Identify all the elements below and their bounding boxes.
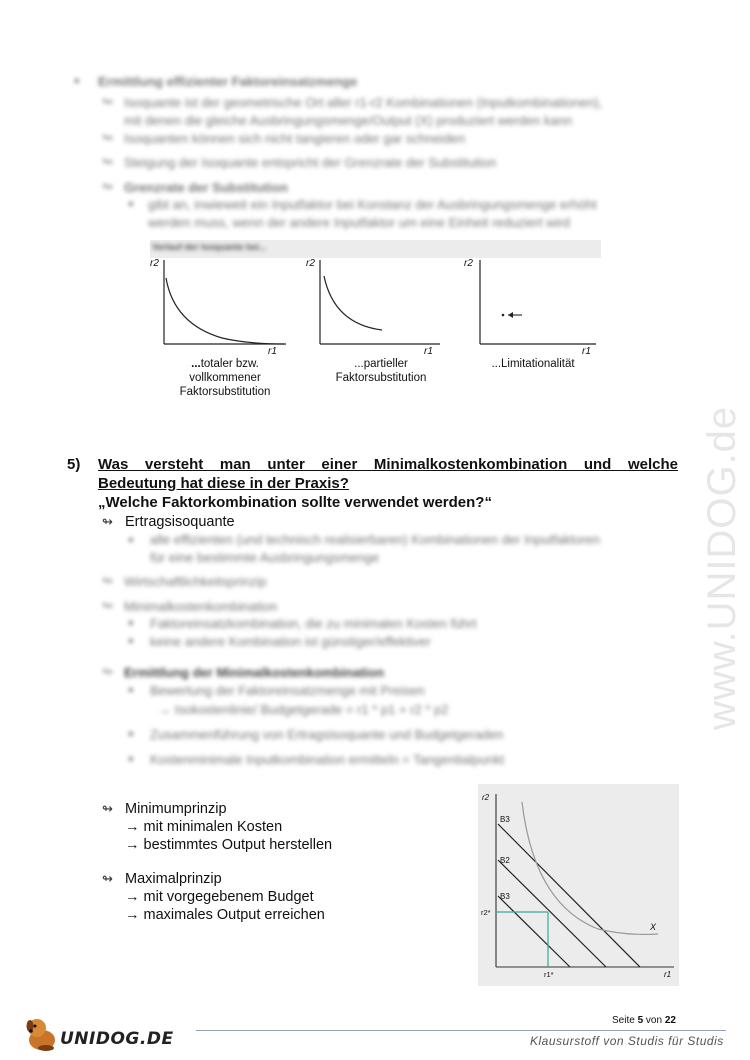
page-number: Seite 5 von 22 xyxy=(612,1015,676,1026)
b-label: B2 xyxy=(500,856,510,865)
maximalprinzip-point: → mit vorgegebenem Budget xyxy=(125,889,314,905)
hand-arrow-icon: ↬ xyxy=(102,179,113,194)
r2-star-label: r2* xyxy=(481,908,491,917)
top-item: mit denen die gleiche Ausbringungsmenge/Output (X) produziert werden kann xyxy=(124,113,573,128)
blurred-line: Bewertung der Faktoreinsatzmenge mit Preisen xyxy=(150,683,425,698)
blurred-line: Wirtschaftlichkeitsprinzip xyxy=(124,574,267,589)
minimumprinzip-title: Minimumprinzip xyxy=(125,801,227,817)
r1-star-label: r1* xyxy=(544,970,554,979)
isoquant-figure xyxy=(150,240,601,400)
sub-bullet: • xyxy=(128,633,134,650)
hand-arrow-icon: ↬ xyxy=(102,514,113,529)
sub-bullet: • xyxy=(128,615,134,632)
panel-caption: ...Limitationalität xyxy=(491,358,575,370)
top-item: Isoquanten können sich nicht tangieren oder gar schneiden xyxy=(124,131,466,146)
minimumprinzip-point: → bestimmtes Output herstellen xyxy=(125,837,333,853)
hand-arrow-icon: ↬ xyxy=(102,130,113,145)
question-number: 5) xyxy=(67,456,81,473)
blurred-line: Minimalkostenkombination xyxy=(124,599,278,614)
dog-icon xyxy=(22,1014,62,1054)
top-item: werden muss, wenn der andere Inputfaktor um eine Einheit reduziert wird xyxy=(148,215,570,230)
footer-tagline: Klausurstoff von Studis für Studis xyxy=(530,1034,724,1048)
blurred-line: Zusammenführung von Ertragsisoquante und Budgetgeraden xyxy=(150,727,504,742)
hand-arrow-icon: ↬ xyxy=(102,598,113,613)
curve-label: X xyxy=(650,922,657,932)
x-axis-label: r1 xyxy=(582,346,591,357)
hand-arrow-icon: ↬ xyxy=(102,871,113,886)
question-line-1: Was versteht man unter einer Minimalkostenkombination und welche xyxy=(98,456,678,473)
budget-line-2 xyxy=(498,860,606,967)
top-item: gibt an, inwieweit ein Inputfaktor bei Konstanz der Ausbringungsmenge erhöht xyxy=(148,197,597,212)
question-subtitle: „Welche Faktorkombination sollte verwendet werden?“ xyxy=(98,494,492,511)
blurred-line: alle effizienten (und technisch realisierbaren) Kombinationen der Inputfaktoren xyxy=(150,532,600,547)
blurred-line: Faktoreinsatzkombination, die zu minimalen Kosten führt xyxy=(150,616,477,631)
blurred-line: Kostenminimale Inputkombination ermitteln = Tangentialpunkt xyxy=(150,752,505,767)
y-axis-label: r2 xyxy=(306,258,315,269)
unidog-logo xyxy=(22,1014,172,1054)
maximalprinzip-point: → maximales Output erreichen xyxy=(125,907,325,923)
sub-bullet: • xyxy=(128,751,134,768)
top-sub-bullet: • xyxy=(128,196,134,213)
hand-arrow-icon: ↬ xyxy=(102,94,113,109)
hand-arrow-icon: ↬ xyxy=(102,573,113,588)
budget-line-3 xyxy=(498,896,570,967)
cost-minimization-figure xyxy=(478,784,679,986)
maximalprinzip-title: Maximalprinzip xyxy=(125,871,222,887)
panel-total-substitution xyxy=(164,260,286,344)
b-label: B3 xyxy=(500,815,510,824)
blurred-line: für eine bestimmte Ausbringungsmenge xyxy=(150,550,380,565)
panel-limitationality xyxy=(480,260,596,344)
top-item: Steigung der Isoquante entspricht der Grenzrate der Substitution xyxy=(124,155,497,170)
cost-x-label: r1 xyxy=(664,970,672,979)
sub-bullet: • xyxy=(128,726,134,743)
blurred-line: keine andere Kombination ist günstiger/effektiver xyxy=(150,634,431,649)
watermark: www.UNIDOG.de xyxy=(700,405,744,730)
minimumprinzip-point: → mit minimalen Kosten xyxy=(125,819,283,835)
b-label: B3 xyxy=(500,892,510,901)
footer-rule xyxy=(196,1030,726,1031)
blurred-line: → Isokostenlinie/ Budgetgerade = r1 * p1 + r2 * p2 xyxy=(158,702,449,717)
ertragsisoquante-label: Ertragsisoquante xyxy=(125,514,235,530)
top-bullet: • xyxy=(74,73,80,90)
panel-caption: ...totaler bzw. vollkommener Faktorsubstitution xyxy=(179,358,271,398)
y-axis-label: r2 xyxy=(150,258,159,269)
cost-y-label: r2 xyxy=(482,793,490,802)
hand-arrow-icon: ↬ xyxy=(102,154,113,169)
figure-title: Verlauf der Isoquante bei... xyxy=(152,242,267,252)
sub-bullet: • xyxy=(128,532,134,549)
question-line-2: Bedeutung hat diese in der Praxis? xyxy=(98,475,349,492)
hand-arrow-icon: ↬ xyxy=(102,801,113,816)
y-axis-label: r2 xyxy=(464,258,473,269)
sub-bullet: • xyxy=(128,682,134,699)
logo-text: UNIDOG.DE xyxy=(60,1029,174,1049)
budget-line-1 xyxy=(498,824,640,967)
x-axis-label: r1 xyxy=(424,346,433,357)
top-section-heading: Ermittlung effizienter Faktoreinsatzmenge xyxy=(98,74,358,89)
top-item: Isoquante ist der geometrische Ort aller r1-r2 Kombinationen (Inputkombinationen), xyxy=(124,95,603,110)
panel-caption: ...partieller Faktorsubstitution xyxy=(335,358,427,384)
blurred-line: Ermittlung der Minimalkostenkombination xyxy=(124,665,385,680)
hand-arrow-icon: ↬ xyxy=(102,664,113,679)
top-item: Grenzrate der Substitution xyxy=(124,180,288,195)
panel-partial-substitution xyxy=(320,260,440,344)
x-axis-label: r1 xyxy=(268,346,277,357)
